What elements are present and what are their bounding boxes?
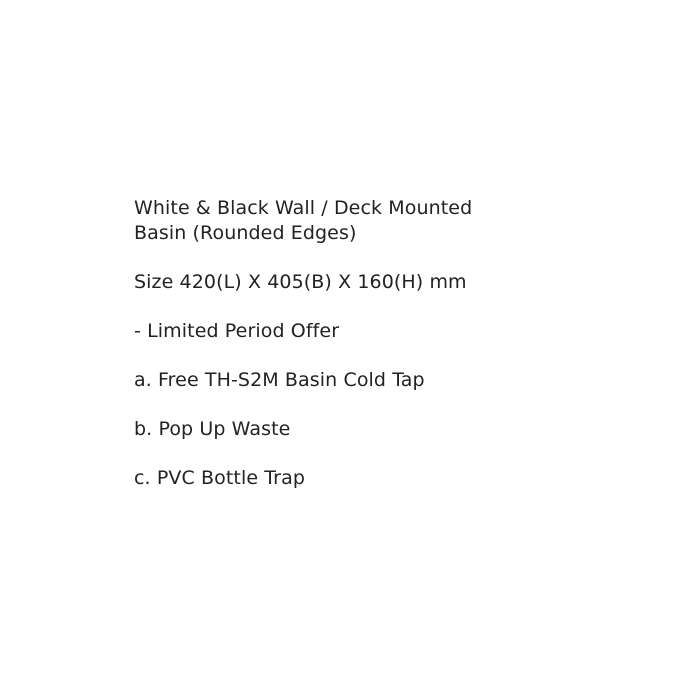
product-size: Size 420(L) X 405(B) X 160(H) mm xyxy=(134,271,467,293)
offer-item-c: c. PVC Bottle Trap xyxy=(134,467,305,489)
offer-item-b: b. Pop Up Waste xyxy=(134,418,291,440)
offer-item-a: a. Free TH-S2M Basin Cold Tap xyxy=(134,369,425,391)
offer-heading: - Limited Period Offer xyxy=(134,320,340,342)
product-title-line-1: White & Black Wall / Deck Mounted xyxy=(134,197,473,219)
product-description xyxy=(134,196,654,491)
product-title-line-2: Basin (Rounded Edges) xyxy=(134,222,357,244)
